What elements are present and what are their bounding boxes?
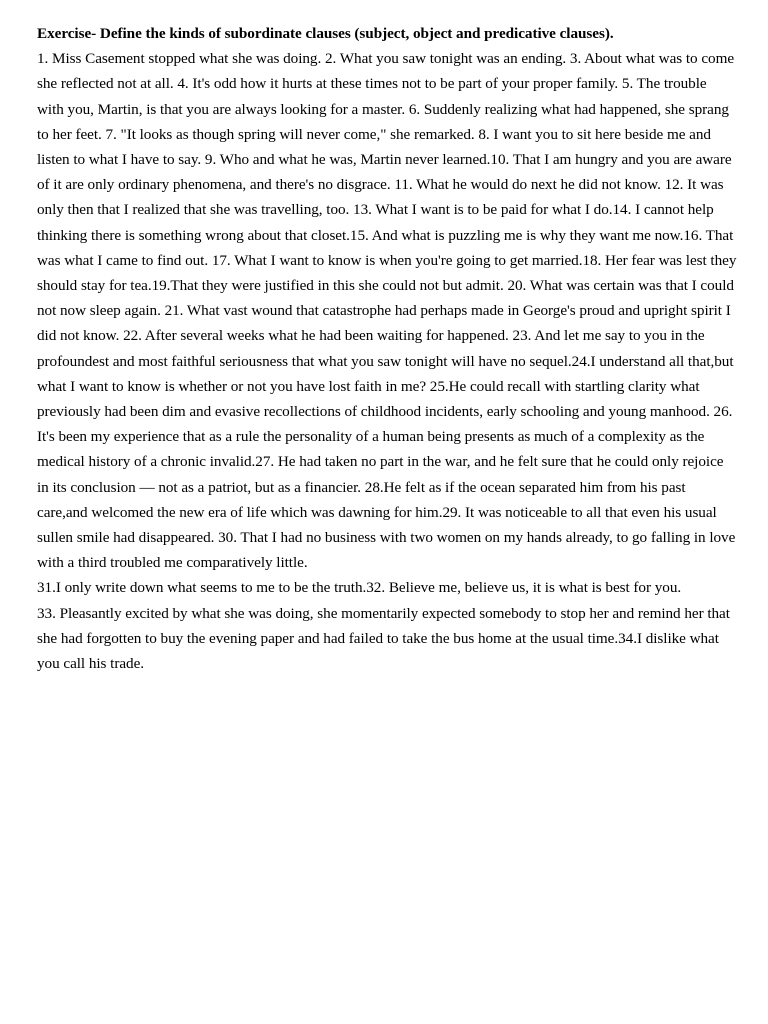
exercise-paragraph-3: 33. Pleasantly excited by what she was doing, she momentarily expected somebody to stop her and remind her that she had forgotten to buy the evening paper and had failed to take the bus home at the usual time.34.I dislike what you call his trade. <box>37 604 730 673</box>
document-page <box>37 21 737 676</box>
exercise-paragraph-1: 1. Miss Casement stopped what she was doing. 2. What you saw tonight was an ending. 3. About what was to come she reflected not at all. 4. It's odd how it hurts at these times not to be part of your proper family. 5. The trouble with you, Martin, is that you are always looking for a master. 6. Suddenly realizing what had happened, she sprang to her feet. 7. "It looks as though spring will never come," she remarked. 8. I want you to sit here beside me and listen to what I have to say. 9. Who and what he was, Martin never learned.10. That I am hungry and you are aware of it are only ordinary phenomena, and there's no disgrace. 11. What he would do next he did not know. 12. It was only then that I realized that she was travelling, too. 13. What I want is to be paid for what I do.14. I cannot help thinking there is something wrong about that closet.15. And what is puzzling me is why they want me now.16. That was what I came to find out. 17. What I want to know is when you're going to get married.18. Her fear was lest they should stay for tea.19.That they were justified in this she could not but admit. 20. What was certain was that I could not now sleep again. 21. What vast wound that catastrophe had perhaps made in George's proud and upright spirit I did not know. 22. After several weeks what he had been waiting for happened. 23. And let me say to you in the profoundest and most faithful seriousness that what you saw tonight will have no sequel.24.I understand all that,but what I want to know is whether or not you have lost faith in me? 25.He could recall with startling clarity what previously had been dim and evasive recollections of childhood incidents, early schooling and young manhood. 26. It's been my experience that as a rule the personality of a human being presents as much of a complexity as the medical history of a chronic invalid.27. He had taken no part in the war, and he felt sure that he could only rejoice in its conclusion — not as a patriot, but as a financier. 28.He felt as if the ocean separated him from his past care,and welcomed the new era of life which was dawning for him.29. It was noticeable to all that even his usual sullen smile had disappeared. 30. That I had no business with two women on my hands already, to go falling in love with a third troubled me comparatively little. <box>37 50 737 572</box>
exercise-paragraph-2: 31.I only write down what seems to me to be the truth.32. Believe me, believe us, it is what is best for you. <box>37 579 682 597</box>
exercise-title: Exercise- Define the kinds of subordinate clauses (subject, object and predicative clauses). <box>37 25 614 42</box>
